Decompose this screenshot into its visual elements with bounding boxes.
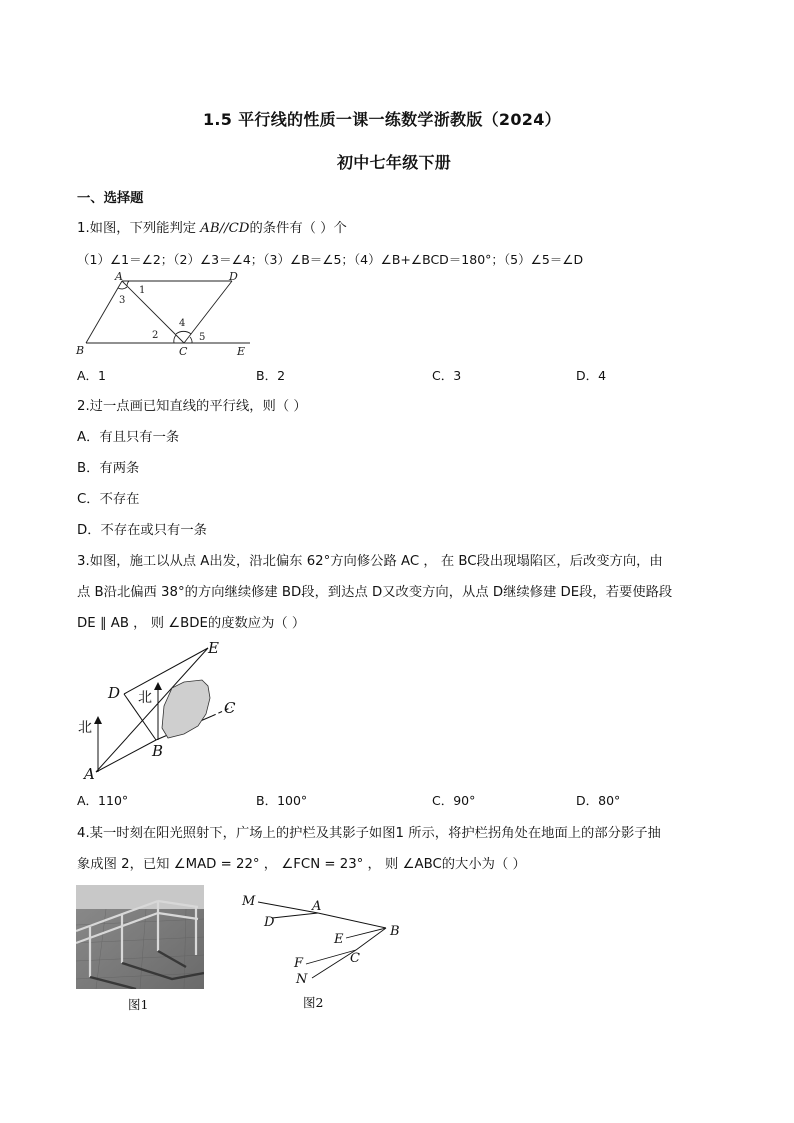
q3-figure xyxy=(72,636,252,784)
q4-figure-1-photo xyxy=(76,885,204,989)
q4-line-2: 象成图 2，已知 ∠MAD = 22° ， ∠FCN = 23° ， 则 ∠ABC的大小为（ ） xyxy=(77,857,526,872)
q1-stem xyxy=(77,217,347,236)
label-b: B xyxy=(152,742,164,760)
q1-option-c[interactable]: C．3 xyxy=(432,368,462,383)
q2-stem: 2.过一点画已知直线的平行线，则（ ） xyxy=(77,399,307,414)
q2-option-a[interactable]: A．有且只有一条 xyxy=(77,430,180,445)
label-n: N xyxy=(296,972,308,987)
label-angle-1: 1 xyxy=(139,285,146,296)
q1-conditions: （1）∠1＝∠2；（2）∠3＝∠4；（3）∠B＝∠5；（4）∠B+∠BCD＝180°；（5）∠5＝∠D xyxy=(77,252,584,267)
line-ab xyxy=(86,281,122,343)
label-a: A xyxy=(312,899,322,914)
label-d: D xyxy=(229,270,238,283)
q1-option-d[interactable]: D．4 xyxy=(576,368,607,383)
label-e: E xyxy=(237,345,246,358)
label-north-b: 北 xyxy=(138,690,152,706)
label-b: B xyxy=(390,924,400,939)
label-north-a: 北 xyxy=(78,720,92,736)
q3-option-b[interactable]: B．100° xyxy=(256,793,308,808)
label-c: C xyxy=(224,699,236,717)
q3-option-d[interactable]: D．80° xyxy=(576,793,621,808)
line-ab xyxy=(96,740,156,772)
label-angle-4: 4 xyxy=(179,318,186,329)
label-a: A xyxy=(84,765,95,783)
label-c: C xyxy=(179,345,188,358)
angle-arc-2 xyxy=(174,335,176,343)
page-subtitle: 初中七年级下册 xyxy=(337,153,452,172)
q2-option-d[interactable]: D．不存在或只有一条 xyxy=(77,523,207,538)
section-heading: 一、选择题 xyxy=(77,191,144,206)
label-angle-3: 3 xyxy=(119,295,126,306)
q3-line-1: 3.如图，施工以从点 A出发，沿北偏东 62°方向修公路 AC ， 在 BC段出现塌陷区，后改变方向，由 xyxy=(77,554,663,569)
line-eb xyxy=(346,928,386,938)
q3-option-a[interactable]: A．110° xyxy=(77,793,129,808)
q1-figure xyxy=(72,268,262,360)
q4-figure-2 xyxy=(236,888,406,988)
collapse-area xyxy=(162,680,210,738)
label-e: E xyxy=(208,639,219,657)
q3-option-c[interactable]: C．90° xyxy=(432,793,476,808)
line-ma xyxy=(258,902,318,913)
line-cf xyxy=(306,950,356,964)
label-angle-5: 5 xyxy=(199,332,206,343)
angle-arc-4 xyxy=(176,331,191,334)
label-angle-2: 2 xyxy=(152,330,159,341)
q2-option-c[interactable]: C．不存在 xyxy=(77,492,140,507)
label-d: D xyxy=(108,684,121,702)
q2-option-b[interactable]: B．有两条 xyxy=(77,461,140,476)
page-title: 1.5 平行线的性质一课一练数学浙教版（2024） xyxy=(203,110,561,129)
label-a: A xyxy=(115,270,123,283)
label-c: C xyxy=(350,951,360,966)
label-d: D xyxy=(264,915,275,930)
label-e: E xyxy=(334,932,344,947)
q4-line-1: 4.某一时刻在阳光照射下，广场上的护栏及其影子如图1 所示，将护栏拐角处在地面上的部分影子抽 xyxy=(77,826,661,841)
angle-arc-3 xyxy=(118,287,127,289)
q4-figure-1-caption: 图1 xyxy=(128,997,149,1012)
q1-stem-pre: 1.如图，下列能判定 xyxy=(77,221,201,236)
q4-figure-2-caption: 图2 xyxy=(303,995,324,1010)
q1-option-b[interactable]: B．2 xyxy=(256,368,286,383)
q3-line-2: 点 B沿北偏西 38°的方向继续修建 BD段，到达点 D又改变方向，从点 D继续修建 DE段，若要使路段 xyxy=(77,585,673,600)
angle-arc-5 xyxy=(190,337,192,343)
angle-arc-1 xyxy=(127,281,129,286)
label-m: M xyxy=(242,894,256,909)
q1-option-a[interactable]: A．1 xyxy=(77,368,107,383)
q3-line-3: DE ∥ AB ， 则 ∠BDE的度数应为（ ） xyxy=(77,616,306,631)
label-f: F xyxy=(294,956,304,971)
line-ab xyxy=(318,913,386,928)
label-b: B xyxy=(76,344,85,357)
q1-stem-post: 的条件有（ ）个 xyxy=(249,221,347,236)
q1-stem-math: AB//CD xyxy=(200,221,250,236)
